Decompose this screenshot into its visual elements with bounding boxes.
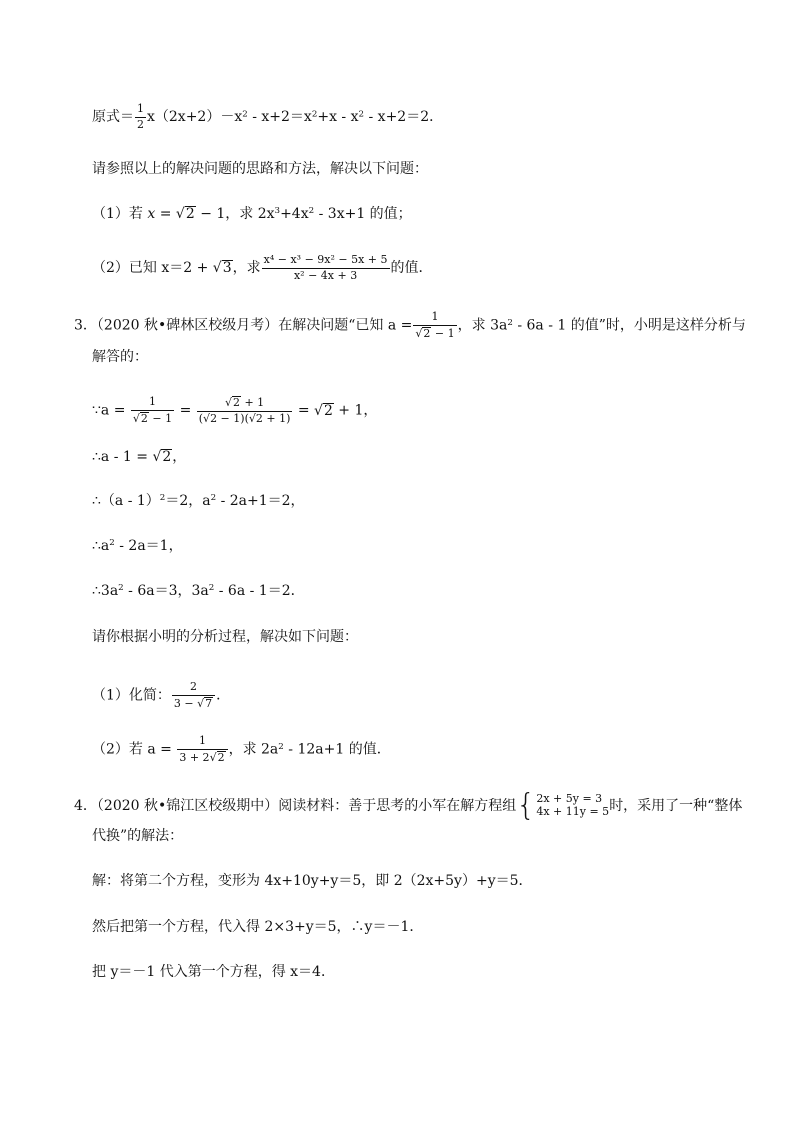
radical-sign: √ xyxy=(224,396,232,409)
fraction-denominator xyxy=(131,411,174,426)
fraction-numerator: 2 xyxy=(172,681,215,696)
question-3-line-2: 解答的： xyxy=(92,349,148,365)
exponent: 2 xyxy=(358,109,365,120)
text-segment: +x - x xyxy=(317,109,359,126)
solution-step-1 xyxy=(92,396,377,425)
fraction-numerator: 1 xyxy=(135,103,146,118)
radical-sign: √ xyxy=(209,750,217,764)
question-4-line-2: 代换”的解法： xyxy=(92,828,184,844)
sub-question-1 xyxy=(92,681,230,710)
radical-sign: √ xyxy=(197,696,205,710)
fraction-numerator: 1 xyxy=(413,311,456,326)
exponent: 2 xyxy=(278,741,284,752)
sub-question-1 xyxy=(92,206,412,222)
fraction-numerator: 1 xyxy=(177,735,227,750)
fraction xyxy=(172,681,215,710)
fraction-numerator xyxy=(197,396,293,412)
square-root xyxy=(213,260,233,276)
fraction-numerator: x⁴ − x³ − 9x² − 5x + 5 xyxy=(262,254,390,269)
solution-line-1: 解：将第二个方程，变形为 4x+10y+y＝5，即 2（2x+5y）+y＝5． xyxy=(92,873,533,889)
left-brace-icon: { xyxy=(516,788,536,823)
fraction-denominator xyxy=(177,750,227,765)
text-segment: 原式＝ xyxy=(92,109,134,126)
solution-line-2: 然后把第一个方程，代入得 2×3+y＝5，∴y＝－1． xyxy=(92,919,424,935)
text-segment: +4x xyxy=(280,206,309,222)
square-root xyxy=(197,697,213,711)
exponent: 2 xyxy=(210,493,217,504)
exponent: 2 xyxy=(308,206,315,217)
solution-step-2 xyxy=(92,449,186,465)
fraction-denominator xyxy=(413,326,456,341)
text-segment: ， xyxy=(172,449,187,465)
text-segment: + 1 xyxy=(240,396,265,409)
radical-sign: √ xyxy=(314,402,323,419)
text-segment: + 1， xyxy=(333,402,378,419)
text-segment: ． xyxy=(216,687,231,704)
text-segment: ，求 3a xyxy=(457,317,508,334)
square-root xyxy=(176,206,196,222)
text-segment: ∵a = xyxy=(92,402,130,419)
text-segment: − 1，求 2x xyxy=(195,206,275,222)
text-segment: ∴a xyxy=(92,538,110,554)
text-segment: （2）若 a = xyxy=(92,741,177,758)
exponent: 2 xyxy=(242,109,248,120)
text-segment: 3．（2020 秋•碑林区校级月考）在解决问题“已知 a = xyxy=(74,317,413,334)
radical-sign: √ xyxy=(175,206,185,222)
text-segment: ∴a - 1 = xyxy=(92,449,153,465)
text-segment: − 1 xyxy=(148,411,173,425)
text-segment: - 2a＝1， xyxy=(114,538,183,554)
radical-sign: √ xyxy=(212,260,222,277)
text-segment: 4．（2020 秋•锦江区校级期中）阅读材料：善于思考的小军在解方程组 xyxy=(74,798,517,814)
radicand: 2 xyxy=(423,326,431,340)
text-segment: - 6a - 1 的值”时，小明是这样分析与 xyxy=(512,317,746,334)
text-segment: = xyxy=(293,402,315,419)
equations xyxy=(536,793,609,818)
text-segment: - 2a+1＝2， xyxy=(216,493,305,509)
text-segment: 的值． xyxy=(390,260,433,277)
exponent: 2 xyxy=(159,493,166,504)
text-segment: - 6a＝3，3a xyxy=(123,583,209,599)
radicand: 2 xyxy=(323,402,333,419)
radical-sign: √ xyxy=(415,326,423,340)
solution-step-5 xyxy=(92,584,305,598)
exponent: 2 xyxy=(208,583,215,594)
exponent: 2 xyxy=(118,583,124,594)
square-root xyxy=(152,449,172,465)
text-segment: ，求 2a xyxy=(228,741,279,758)
text-segment: ∴3a xyxy=(92,583,119,599)
square-root xyxy=(314,403,334,419)
question-4-header xyxy=(74,788,743,823)
fraction xyxy=(177,735,227,764)
solution-step-4 xyxy=(92,539,183,553)
square-root xyxy=(133,412,149,426)
text-segment: 3 − xyxy=(173,696,198,710)
fraction xyxy=(197,396,293,425)
polynomial-fraction xyxy=(262,254,390,282)
exponent: 2 xyxy=(507,317,513,328)
solution-step-3 xyxy=(92,494,305,508)
text-segment: （1）若 xyxy=(92,206,148,222)
radicand: 2 xyxy=(232,396,240,409)
fraction-numerator: 1 xyxy=(131,396,174,411)
square-root xyxy=(225,396,241,410)
fraction-denominator xyxy=(172,696,215,711)
fraction xyxy=(131,396,174,425)
radical-sign: √ xyxy=(152,449,162,465)
text-segment: - x+2＝x xyxy=(247,109,312,126)
exponent: 2 xyxy=(311,109,318,120)
question-3-header xyxy=(74,311,746,340)
text-segment: ，求 xyxy=(232,260,261,277)
instruction-text: 请参照以上的解决问题的思路和方法，解决以下问题： xyxy=(92,161,428,177)
text-segment: - 6a - 1＝2． xyxy=(214,583,305,599)
fraction-denominator: (√2 − 1)(√2 + 1) xyxy=(198,411,291,425)
radicand: 2 xyxy=(140,411,148,425)
radical-sign: √ xyxy=(132,411,140,425)
fraction xyxy=(413,311,456,340)
radicand: 2 xyxy=(185,206,195,222)
text-segment: − 1 xyxy=(431,326,455,340)
variable: x xyxy=(147,206,156,222)
text-segment: - 3x+1 的值； xyxy=(314,206,412,222)
text-segment: ＝2，a xyxy=(165,493,211,509)
text-segment: - 12a+1 的值． xyxy=(283,741,391,758)
fraction-denominator: x² − 4x + 3 xyxy=(293,268,358,282)
text-segment: = xyxy=(175,402,196,419)
exponent: 2 xyxy=(109,538,115,549)
text-segment: - x+2＝2． xyxy=(364,109,444,126)
fraction-denominator: 2 xyxy=(137,117,144,131)
square-root xyxy=(415,327,431,341)
text-segment: x（2x+2）－x xyxy=(147,109,243,126)
sub-question-2 xyxy=(92,254,433,282)
text-segment: （1）化简： xyxy=(92,687,171,704)
instruction-text: 请你根据小明的分析过程，解决如下问题： xyxy=(92,629,358,645)
square-root xyxy=(210,751,226,765)
radicand: 3 xyxy=(222,260,232,277)
radicand: 2 xyxy=(217,750,225,764)
equation-2: 4x + 11y = 5 xyxy=(536,805,610,818)
text-segment: 时，采用了一种“整体 xyxy=(609,798,743,814)
equation-system xyxy=(516,788,610,823)
exponent: 3 xyxy=(274,206,281,217)
solution-line-3: 把 y＝－1 代入第一个方程，得 x＝4． xyxy=(92,964,335,980)
text-segment: = xyxy=(155,206,176,222)
solution-expression-line xyxy=(92,103,443,131)
radicand: 7 xyxy=(205,696,213,710)
text-segment: 3 + 2 xyxy=(179,750,210,764)
radicand: 2 xyxy=(162,449,172,465)
fraction-one-half xyxy=(135,103,146,131)
text-segment: ∴（a - 1） xyxy=(92,493,160,509)
equation-1: 2x + 5y = 3 xyxy=(536,792,603,806)
sub-question-2 xyxy=(92,735,391,764)
text-segment: （2）已知 x＝2 + xyxy=(92,260,213,277)
